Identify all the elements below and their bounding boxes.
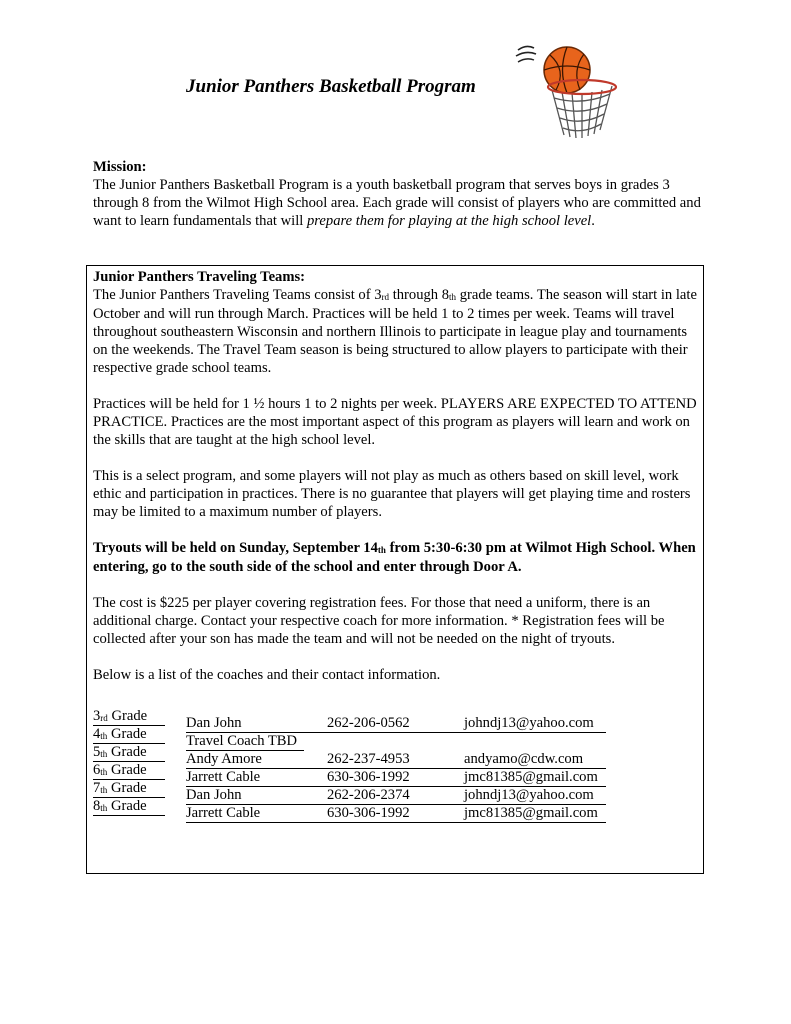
mission-heading: Mission:	[93, 159, 147, 175]
grade-sup: th	[100, 731, 108, 741]
coach-name: Jarrett Cable	[186, 805, 261, 821]
grade-num: 8	[93, 798, 101, 814]
p1-text-c: grade teams. The season will start in late October and will run through March. Practices will be held 1 to 2 times per week. Teams will travel throughout southeastern Wisconsin and northern Illinois to participate in league play and tournaments on the weekends. The Travel Team season is being structured to allow players to participate with their respective grade school teams.	[93, 287, 697, 376]
mission-text-italic: prepare them for playing at the high school level	[306, 213, 592, 229]
coach-grade	[93, 744, 147, 761]
mission-text-plain: The Junior Panthers Basketball Program is a youth basketball program that serves boys in grades 3 through 8 from the Wilmot High School area. Each grade will consist of players who are committed and want to learn fundamentals that will	[93, 177, 701, 229]
traveling-heading: Junior Panthers Traveling Teams:	[93, 269, 306, 285]
cost-paragraph: The cost is $225 per player covering registration fees. For those that need a uniform, there is an additional charge. Contact your respective coach for more information. * Registration fees will be collected after your son has made the team and will not be needed on the night of tryouts.	[93, 595, 665, 647]
coach-row	[93, 762, 613, 785]
basketball-hoop-icon	[512, 40, 624, 140]
traveling-teams-content	[93, 268, 703, 684]
coach-email[interactable]: johndj13@yahoo.com	[464, 787, 594, 803]
p1-sup-th: th	[449, 292, 457, 302]
coach-row	[93, 798, 613, 821]
traveling-paragraph-2: Practices will be held for 1 ½ hours 1 to 2 nights per week. PLAYERS ARE EXPECTED TO ATTEND PRACTICE. Practices are the most important aspect of this program as players will learn and work on the skills that are taught at the high school level.	[93, 396, 697, 448]
coach-grade	[93, 798, 147, 815]
coach-grade	[93, 708, 147, 725]
coach-row	[93, 744, 613, 767]
mission-text-end: .	[591, 213, 595, 229]
coach-phone: 630-306-1992	[327, 769, 410, 785]
grade-sup: th	[100, 749, 108, 759]
grade-word: Grade	[107, 762, 147, 778]
p4-text-a: Tryouts will be held on Sunday, September 14	[93, 540, 378, 556]
coach-phone: 262-237-4953	[327, 751, 410, 767]
p1-sup-rd: rd	[381, 292, 390, 302]
coach-grade	[93, 762, 147, 779]
p4-sup-th: th	[377, 545, 386, 555]
traveling-paragraph-1	[93, 286, 703, 377]
coach-grade	[93, 780, 147, 797]
grade-num: 6	[93, 762, 101, 778]
grade-sup: th	[100, 767, 108, 777]
coach-phone: 262-206-2374	[327, 787, 410, 803]
coach-email[interactable]: johndj13@yahoo.com	[464, 715, 594, 731]
coach-grade	[93, 726, 147, 743]
grade-word: Grade	[107, 726, 147, 742]
p1-text-b: through 8	[389, 287, 450, 303]
p4-text-b: from 5:30-6:30 pm at Wilmot High School. When entering, go to the south side of the school and enter through Door A.	[93, 540, 696, 575]
coach-name: Dan John	[186, 787, 242, 803]
coach-phone: 262-206-0562	[327, 715, 410, 731]
coaches-table	[93, 708, 613, 821]
tryouts-paragraph	[93, 539, 703, 576]
grade-word: Grade	[107, 780, 147, 796]
grade-num: 4	[93, 726, 101, 742]
mission-text	[93, 176, 703, 230]
grade-num: 5	[93, 744, 101, 760]
page-title: Junior Panthers Basketball Program	[186, 76, 476, 97]
grade-sup: th	[100, 803, 108, 813]
grade-num: 3	[93, 708, 101, 724]
coach-email[interactable]: jmc81385@gmail.com	[464, 769, 598, 785]
coaches-intro: Below is a list of the coaches and their contact information.	[93, 667, 441, 683]
coach-name: Andy Amore	[186, 751, 262, 767]
coach-row	[93, 708, 613, 731]
coach-phone: 630-306-1992	[327, 805, 410, 821]
coach-email[interactable]: andyamo@cdw.com	[464, 751, 584, 767]
grade-num: 7	[93, 780, 101, 796]
coach-name: Jarrett Cable	[186, 769, 261, 785]
grade-sup: th	[100, 785, 108, 795]
grade-word: Grade	[107, 798, 147, 814]
p1-text-a: The Junior Panthers Traveling Teams consist of 3	[93, 287, 382, 303]
coach-row	[93, 726, 613, 749]
mission-section	[93, 158, 703, 230]
coach-name: Travel Coach TBD	[186, 733, 298, 749]
grade-word: Grade	[107, 744, 147, 760]
coach-row	[93, 780, 613, 803]
grade-word: Grade	[107, 708, 148, 724]
grade-sup: rd	[100, 713, 108, 723]
coach-email[interactable]: jmc81385@gmail.com	[464, 805, 598, 821]
coach-name: Dan John	[186, 715, 242, 731]
traveling-paragraph-3: This is a select program, and some players will not play as much as others based on skill level, work ethic and participation in practices. There is no guarantee that players will get playing time and rosters may be limited to a maximum number of players.	[93, 468, 691, 520]
